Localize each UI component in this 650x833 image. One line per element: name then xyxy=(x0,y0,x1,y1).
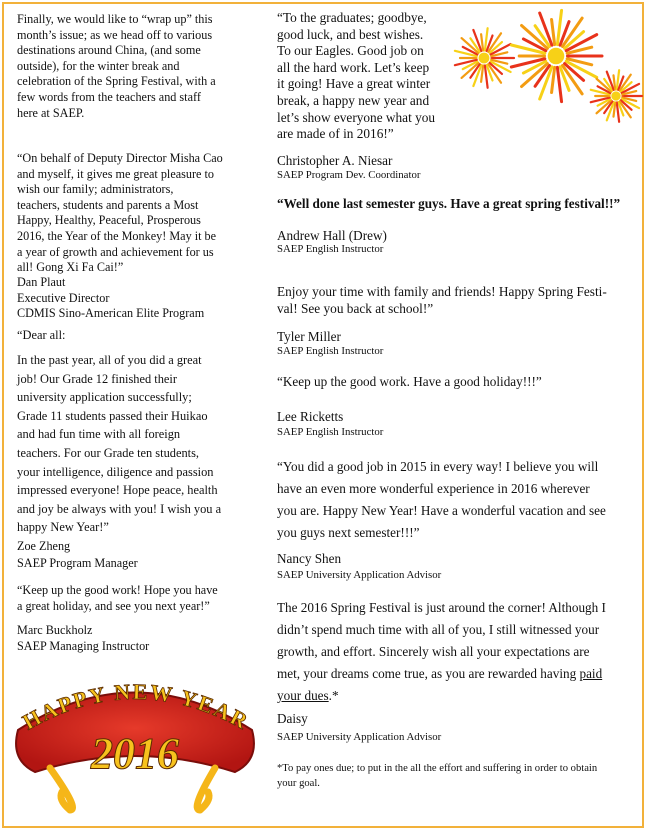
lee-role: SAEP English Instructor xyxy=(277,426,384,438)
daisy-name: Daisy xyxy=(277,711,308,726)
intro-paragraph: Finally, we would like to “wrap up” this month’s issue; as we head off to various destinations around China, (and some outside), for the winter break and celebration of the Spring Festival, with a few words from the teachers and staff here at SAEP. xyxy=(17,12,216,120)
banner-year: 2016 xyxy=(91,729,179,778)
director-signature: Dan Plaut Executive Director CDMIS Sino-American Elite Program xyxy=(17,275,205,321)
daisy-quote xyxy=(277,597,637,707)
manager-quote: In the past year, all of you did a great job! Our Grade 12 finished their university application successfully; Grade 11 students passed their Huikao and had fun time with all foreign teachers. For our Grade ten students, your intelligence, diligence and passion impressed everyone! Hope peace, health and joy be always with you! I wish you a happy New Year!” xyxy=(17,353,222,535)
nancy-role: SAEP University Application Advisor xyxy=(277,569,442,581)
banner-greeting: HAPPY NEW YEAR xyxy=(18,678,254,735)
daisy-quote-end: .* xyxy=(328,688,339,703)
instructor-quote: “Keep up the good work! Hope you have a great holiday, and see you next year!” xyxy=(17,583,218,613)
lee-name: Lee Ricketts xyxy=(277,409,344,424)
manager-name: Zoe Zheng xyxy=(17,539,71,553)
manager-greeting: “Dear all: xyxy=(17,328,66,342)
coordinator-quote: “To the graduates; goodbye, good luck, and best wishes. To our Eagles. Good job on all the hard work. Let’s keep it going! Have a great winter break, a happy new year and let’s show everyone what you are made of in 2016!” xyxy=(277,10,436,142)
coordinator-name: Christopher A. Niesar xyxy=(277,153,393,168)
daisy-role: SAEP University Application Advisor xyxy=(277,731,442,743)
tyler-name: Tyler Miller xyxy=(277,329,341,344)
andrew-name: Andrew Hall (Drew) xyxy=(277,228,387,243)
lee-quote: “Keep up the good work. Have a good holiday!!!” xyxy=(277,374,542,389)
fireworks-icon xyxy=(448,8,644,128)
tyler-role: SAEP English Instructor xyxy=(277,345,384,357)
instructor-signature: Marc Buckholz SAEP Managing Instructor xyxy=(17,623,150,653)
tyler-quote: Enjoy your time with family and friends! Happy Spring Festi- val! See you back at school!” xyxy=(277,284,607,316)
nancy-name: Nancy Shen xyxy=(277,551,342,566)
nancy-quote: “You did a good job in 2015 in every way! I believe you will have an even more wonderful experience in 2016 wherever you are. Happy New Year! Have a wonderful vacation and see you guys next semester!!!” xyxy=(277,459,606,540)
andrew-quote: “Well done last semester guys. Have a great spring festival!!” xyxy=(277,196,621,211)
paid-your-dues-link: paid your dues xyxy=(277,666,603,703)
director-quote: “On behalf of Deputy Director Misha Cao and myself, it gives me great pleasure to wish our family; administrators, teachers, students and parents a Most Happy, Healthy, Peaceful, Prosperous 2016, the Year of the Monkey! May it be a year of growth and achievement for us all! Gong Xi Fa Cai!” xyxy=(17,151,223,275)
daisy-quote-text: The 2016 Spring Festival is just around the corner! Although I didn’t spend much time with all of you, I still witnessed your growth, and effort. Sincerely wish all your expectations are met, your dreams come true, as you are rewarded having xyxy=(277,600,606,681)
footnote: *To pay ones due; to put in the all the effort and suffering in order to obtain your goal. xyxy=(277,763,598,789)
andrew-role: SAEP English Instructor xyxy=(277,243,384,255)
manager-role: SAEP Program Manager xyxy=(17,556,138,570)
happy-new-year-banner xyxy=(10,660,260,816)
coordinator-role: SAEP Program Dev. Coordinator xyxy=(277,169,421,181)
